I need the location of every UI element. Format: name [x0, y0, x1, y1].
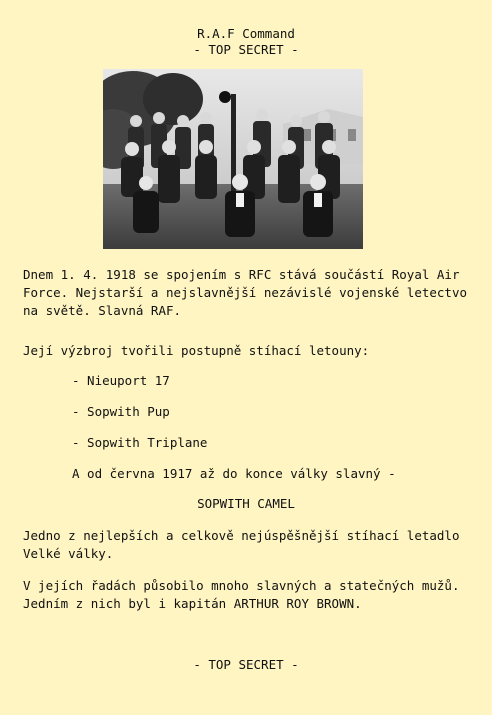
armament-paragraph: Její výzbroj tvořili postupně stíhací letouny: — [23, 343, 370, 358]
group-photo — [103, 69, 363, 249]
camel-name: SOPWITH CAMEL — [197, 496, 295, 511]
aircraft-list-item: - Sopwith Triplane — [72, 435, 208, 450]
document-title: R.A.F Command — [197, 26, 295, 41]
aircraft-list-item: - Sopwith Pup — [72, 404, 170, 419]
aircraft-list-item: - Nieuport 17 — [72, 373, 170, 388]
intro-paragraph: Dnem 1. 4. 1918 se spojením s RFC stává součástí Royal Air Force. Nejstarší a nejslavnější nezávislé vojenské letectvo na světě. Slavná RAF. — [23, 267, 468, 318]
pilots-paragraph: V jejích řadách působilo mnoho slavných a statečných mužů. Jedním z nich byl i kapitán ARTHUR ROY BROWN. — [23, 578, 460, 611]
classification-bottom: - TOP SECRET - — [193, 657, 299, 672]
document-header — [0, 26, 492, 58]
camel-description: Jedno z nejlepších a celkově nejúspěšnější stíhací letadlo Velké války. — [23, 528, 460, 561]
group-photo-illustration — [103, 69, 363, 249]
camel-intro-line: A od června 1917 až do konce války slavný - — [72, 466, 396, 481]
classification-top: - TOP SECRET - — [193, 42, 299, 57]
